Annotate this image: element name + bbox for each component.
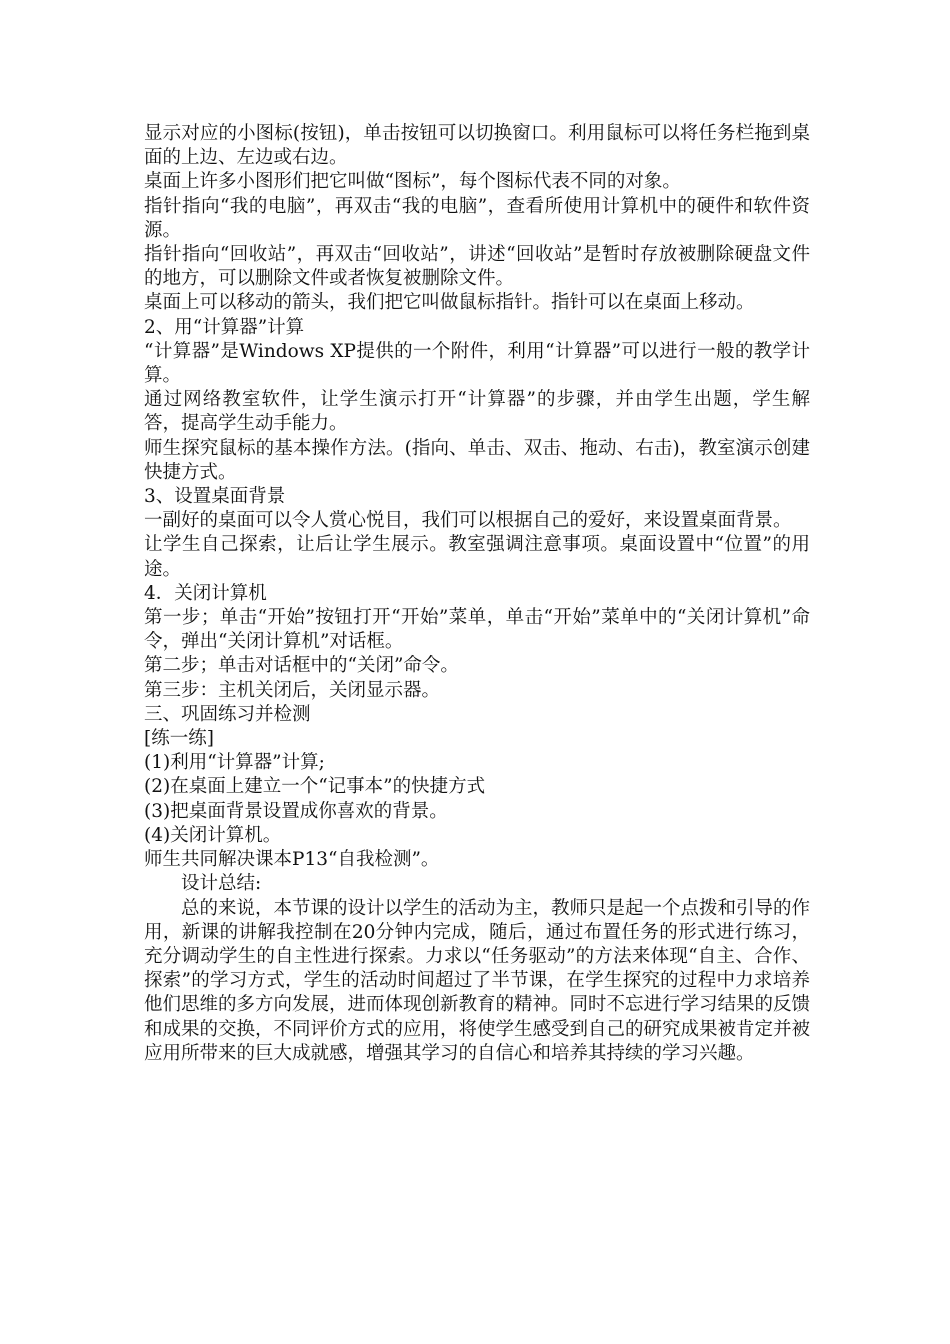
- practice-item-4: (4)关闭计算机。: [144, 824, 282, 846]
- section-heading-practice: 三、巩固练习并检测: [144, 703, 311, 725]
- paragraph-shutdown-step-1: 第一步；单击“开始”按钮打开“开始”菜单，单击“开始”菜单中的“关闭计算机”命令，弹出“关闭计算机”对话框。: [144, 607, 810, 653]
- section-heading-calculator: 2、用“计算器”计算: [144, 316, 305, 338]
- paragraph-background-explore: 让学生自己探索，让后让学生展示。教室强调注意事项。桌面设置中“位置”的用途。: [144, 534, 810, 580]
- paragraph-self-check: 师生共同解决课本P13“自我检测”。: [144, 849, 440, 871]
- paragraph-desktop-icons: 桌面上许多小图形们把它叫做“图标”，每个图标代表不同的对象。: [144, 171, 681, 193]
- summary-heading: 设计总结:: [181, 873, 262, 895]
- practice-label: [练一练]: [144, 728, 214, 750]
- document-page: [144, 122, 810, 1066]
- summary-body: 总的来说，本节课的设计以学生的活动为主，教师只是起一个点拨和引导的作用，新课的讲解我控制在20分钟内完成，随后，通过布置任务的形式进行练习，充分调动学生的自主性进行探索。力求以“任务驱动”的方法来体现“自主、合作、探索”的学习方式，学生的活动时间超过了半节课，在学生探究的过程中力求培养他们思维的多方向发展，进而体现创新教育的精神。同时不忘进行学习结果的反馈和成果的交换，不同评价方式的应用，将使学生感受到自己的研究成果被肯定并被应用所带来的巨大成就感，增强其学习的自信心和培养其持续的学习兴趣。: [144, 897, 811, 1064]
- paragraph-mouse-pointer: 桌面上可以移动的箭头，我们把它叫做鼠标指针。指针可以在桌面上移动。: [144, 292, 755, 314]
- paragraph-mouse-operations: 师生探究鼠标的基本操作方法。(指向、单击、双击、拖动、右击)，教室演示创建快捷方式。: [144, 437, 810, 483]
- practice-item-2: (2)在桌面上建立一个“记事本”的快捷方式: [144, 776, 486, 798]
- paragraph-shutdown-step-3: 第三步：主机关闭后，关闭显示器。: [144, 679, 441, 701]
- paragraph-calculator-intro: “计算器”是Windows XP提供的一个附件，利用“计算器”可以进行一般的教学计算。: [144, 340, 810, 387]
- practice-item-1: (1)利用“计算器”计算;: [144, 752, 325, 774]
- paragraph-calculator-demo: 通过网络教室软件，让学生演示打开“计算器”的步骤，并由学生出题，学生解答，提高学生动手能力。: [144, 389, 810, 435]
- practice-item-3: (3)把桌面背景设置成你喜欢的背景。: [144, 800, 448, 822]
- paragraph-recycle-bin: 指针指向“回收站”，再双击“回收站”，讲述“回收站”是暂时存放被删除硬盘文件的地方，可以删除文件或者恢复被删除文件。: [144, 244, 810, 290]
- paragraph-taskbar-icons: 显示对应的小图标(按钮)，单击按钮可以切换窗口。利用鼠标可以将任务栏拖到桌面的上边、左边或右边。: [144, 123, 810, 169]
- paragraph-my-computer: 指针指向“我的电脑”，再双击“我的电脑”，查看所使用计算机中的硬件和软件资源。: [144, 195, 810, 241]
- paragraph-background-intro: 一副好的桌面可以令人赏心悦目，我们可以根据自己的爱好，来设置桌面背景。: [144, 510, 792, 532]
- section-heading-shutdown: 4．关闭计算机: [144, 582, 267, 604]
- paragraph-shutdown-step-2: 第二步；单击对话框中的“关闭”命令。: [144, 655, 459, 677]
- section-heading-background: 3、设置桌面背景: [144, 486, 286, 508]
